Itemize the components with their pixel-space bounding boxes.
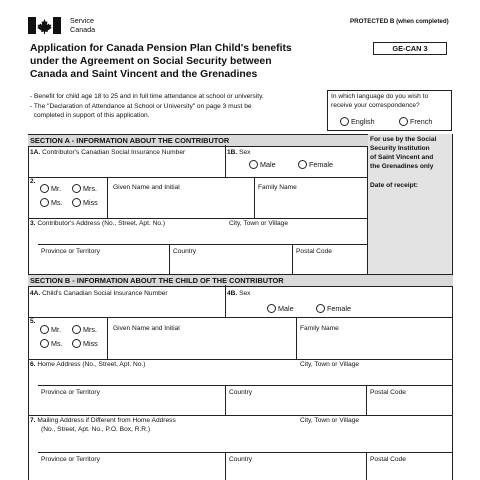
child-country-label: Country <box>229 389 253 396</box>
contributor-female-option[interactable]: Female <box>298 160 333 170</box>
contributor-miss-option[interactable]: Miss <box>72 198 98 208</box>
child-family-name-label: Family Name <box>300 325 339 332</box>
contributor-mr-option[interactable]: Mr. <box>40 184 61 194</box>
french-radio[interactable] <box>399 117 408 126</box>
contributor-province-label: Province or Territory <box>41 248 100 255</box>
french-label: French <box>410 117 433 126</box>
child-female-option[interactable]: Female <box>316 304 351 314</box>
contributor-mrs-option[interactable]: Mrs. <box>72 184 97 194</box>
contributor-city-label: City, Town or Village <box>229 220 289 227</box>
form-title-line1: Application for Canada Pension Plan Child's benefits <box>30 43 292 54</box>
form-title-line2: under the Agreement on Social Security between <box>30 56 272 67</box>
contributor-given-name-label: Given Name and Initial <box>113 184 180 191</box>
child-mr-option[interactable]: Mr. <box>40 325 61 335</box>
institution-use-line3: of Saint Vincent and <box>370 154 434 161</box>
field-1a-label: 1A. Contributor's Canadian Social Insurance Number <box>30 149 186 156</box>
field-1b-label: 1B. Sex <box>227 149 251 156</box>
contributor-ms-option[interactable]: Ms. <box>40 198 63 208</box>
form-title-line3: Canada and Saint Vincent and the Grenadines <box>30 69 258 80</box>
mailing-city-label: City, Town or Village <box>300 417 360 424</box>
field-7-label: 7. Mailing Address if Different from Home Address <box>30 417 176 424</box>
english-label: English <box>351 117 375 126</box>
contributor-country-label: Country <box>173 248 197 255</box>
contributor-male-option[interactable]: Male <box>249 160 276 170</box>
contributor-family-name-label: Family Name <box>258 184 297 191</box>
mailing-country-label: Country <box>229 456 253 463</box>
french-option[interactable] <box>399 117 432 127</box>
field-6-label: 6. Home Address (No., Street, Apt. No.) <box>30 361 146 368</box>
child-male-radio[interactable] <box>267 304 276 313</box>
field-4b-label: 4B. Sex <box>227 290 251 297</box>
contributor-postal-label: Postal Code <box>296 248 332 255</box>
field-5-label: 5. <box>30 318 36 325</box>
child-miss-option[interactable]: Miss <box>72 339 98 349</box>
child-given-name-label: Given Name and Initial <box>113 325 180 332</box>
note-line1: - Benefit for child age 18 to 25 and in full time attendance at school or university. <box>30 93 264 100</box>
child-postal-label: Postal Code <box>370 389 406 396</box>
child-city-label: City, Town or Village <box>300 361 360 368</box>
canada-flag-logo <box>28 17 61 34</box>
child-mrs-option[interactable]: Mrs. <box>72 325 97 335</box>
org-name-line1: Service <box>70 16 94 25</box>
field-3-label: 3. Contributor's Address (No., Street, Apt. No.) <box>30 220 166 227</box>
org-name-line2: Canada <box>70 25 96 34</box>
institution-use-line1: For use by the Social <box>370 136 437 143</box>
contributor-female-radio[interactable] <box>298 160 307 169</box>
english-radio[interactable] <box>340 117 349 126</box>
child-male-option[interactable]: Male <box>267 304 294 314</box>
english-option[interactable] <box>340 117 375 127</box>
date-of-receipt-label: Date of receipt: <box>370 182 418 189</box>
institution-use-line4: the Grenadines only <box>370 163 434 170</box>
field-2-label: 2. <box>30 178 36 185</box>
mailing-postal-label: Postal Code <box>370 456 406 463</box>
language-question-line2: receive your correspondence? <box>331 102 420 109</box>
note-line3: completed in support of this application. <box>30 112 150 119</box>
form-code-badge: GE-CAN 3 <box>373 42 447 55</box>
protected-label: PROTECTED B (when completed) <box>350 18 449 25</box>
field-4a-label: 4A. Child's Canadian Social Insurance Number <box>30 290 168 297</box>
mailing-province-label: Province or Territory <box>41 456 100 463</box>
note-line2: - The "Declaration of Attendance at School or University" on page 3 must be <box>30 103 252 110</box>
language-question-line1: In which language do you wish to <box>331 93 429 100</box>
contributor-male-radio[interactable] <box>249 160 258 169</box>
child-ms-option[interactable]: Ms. <box>40 339 63 349</box>
institution-use-line2: Security Institution <box>370 145 430 152</box>
child-female-radio[interactable] <box>316 304 325 313</box>
child-province-label: Province or Territory <box>41 389 100 396</box>
section-a-header: SECTION A - INFORMATION ABOUT THE CONTRIBUTOR <box>28 134 368 147</box>
section-b-header: SECTION B - INFORMATION ABOUT THE CHILD OF THE CONTRIBUTOR <box>28 274 453 287</box>
field-7-label-line2: (No., Street, Apt. No., P.O. Box, R.R.) <box>41 426 151 433</box>
